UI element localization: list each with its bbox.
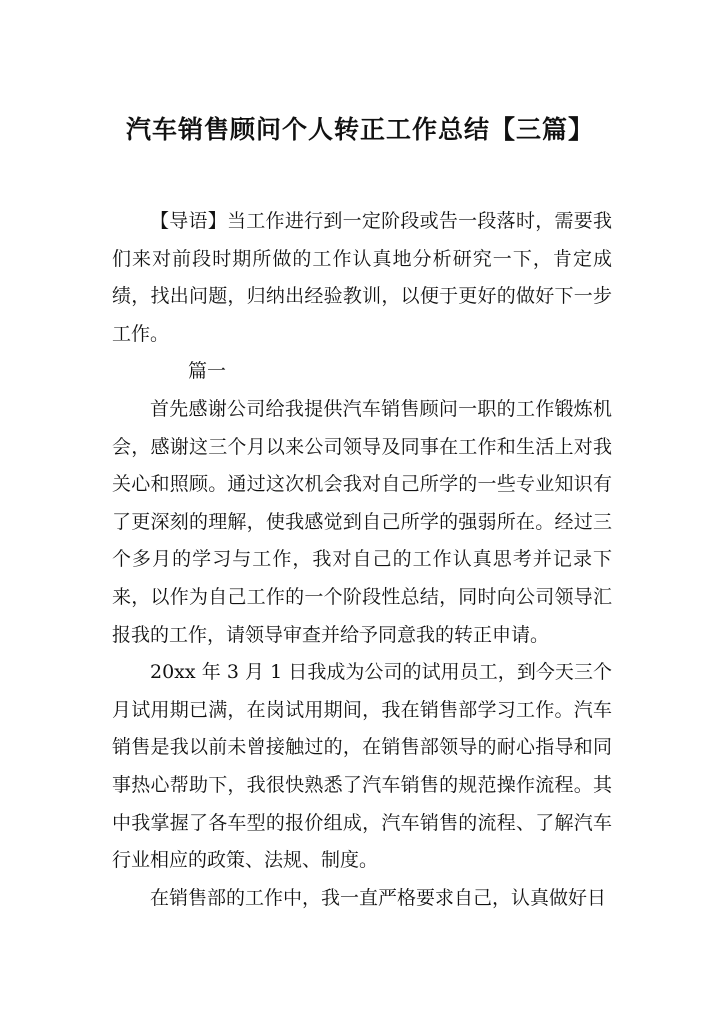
body-paragraph: 20xx 年 3 月 1 日我成为公司的试用员工，到今天三个月试用期已满，在岗试用期间，我在销售部学习工作。汽车销售是我以前未曾接触过的，在销售部领导的耐心指导和同事热心帮助下，我很快熟悉了汽车销售的规范操作流程。其中我掌握了各车型的报价组成，汽车销售的流程、了解汽车行业相应的政策、法规、制度。 <box>112 661 612 872</box>
section-heading: 篇一 <box>188 360 227 383</box>
body-paragraph: 首先感谢公司给我提供汽车销售顾问一职的工作锻炼机会，感谢这三个月以来公司领导及同事在工作和生活上对我关心和照顾。通过这次机会我对自己所学的一些专业知识有了更深刻的理解，使我感觉到自己所学的强弱所在。经过三个多月的学习与工作，我对自己的工作认真思考并记录下来，以作为自己工作的一个阶段性总结，同时向公司领导汇报我的工作，请领导审查并给予同意我的转正申请。 <box>112 397 612 646</box>
body-paragraph: 在销售部的工作中，我一直严格要求自己，认真做好日 <box>150 886 607 909</box>
document-body <box>112 203 612 917</box>
document-title: 汽车销售顾问个人转正工作总结【三篇】 <box>125 115 594 144</box>
intro-paragraph: 【导语】当工作进行到一定阶段或告一段落时，需要我们来对前段时期所做的工作认真地分析研究一下，肯定成绩，找出问题，归纳出经验教训，以便于更好的做好下一步工作。 <box>112 210 612 345</box>
